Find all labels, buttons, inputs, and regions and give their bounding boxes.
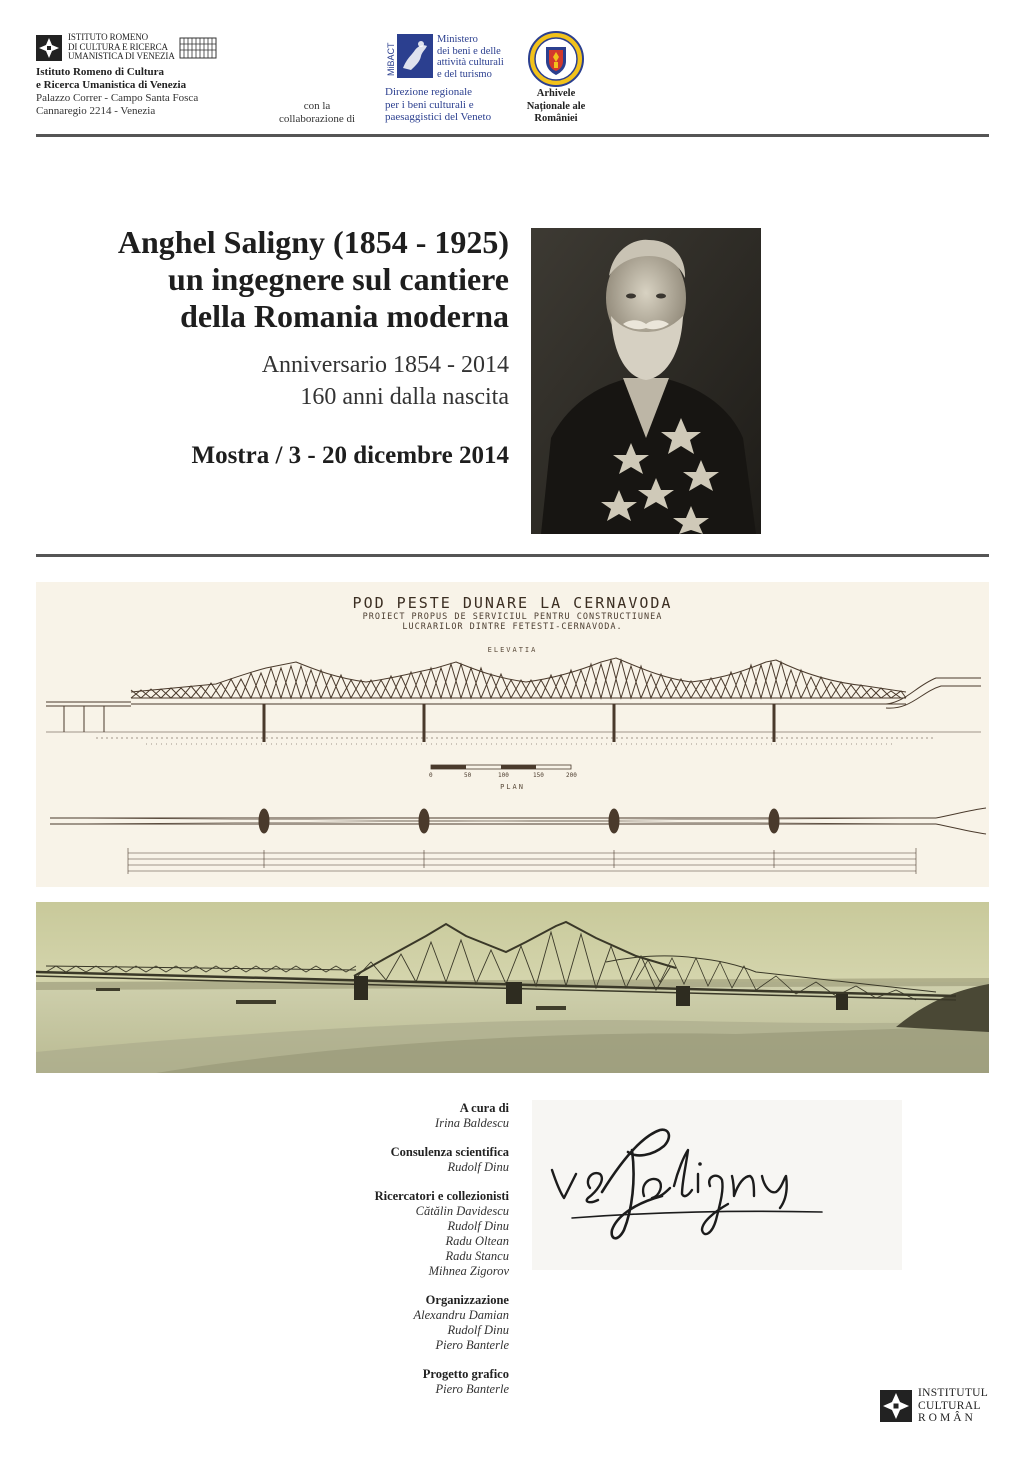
- irc-logo-line: ISTITUTO ROMENO: [68, 32, 149, 42]
- collab-line: con la: [303, 100, 331, 112]
- palace-facade-icon: [179, 35, 217, 59]
- cross-square-icon: [36, 35, 62, 61]
- credit-group-consulenza: [375, 1145, 509, 1175]
- title-block: [118, 224, 509, 471]
- irc-logo-text: [68, 33, 175, 62]
- collaboration-note: [262, 100, 372, 126]
- credit-group-organizzazione: [375, 1293, 509, 1353]
- credit-role: Organizzazione: [425, 1293, 509, 1307]
- credit-name: Radu Oltean: [445, 1234, 509, 1248]
- subtitle-line: Anniversario 1854 - 2014: [261, 352, 509, 378]
- ministry-line: dei beni e delle: [437, 45, 501, 57]
- institute-header: [36, 33, 236, 118]
- credit-name: Mihnea Zigorov: [428, 1264, 509, 1278]
- institute-name-line: Istituto Romeno di Cultura: [36, 65, 165, 78]
- drawing-artwork: [36, 582, 989, 887]
- cross-square-icon: [880, 1390, 912, 1422]
- address-line: Palazzo Correr - Campo Santa Fosca: [36, 91, 199, 104]
- page-title-line: un ingegnere sul cantiere: [167, 261, 509, 297]
- scale-label: 50: [464, 772, 472, 779]
- portrait-photo: [531, 228, 761, 534]
- scale-label: 100: [498, 772, 509, 779]
- icr-logo-text: [918, 1387, 988, 1425]
- section-divider: [36, 554, 989, 557]
- bridge-technical-drawing: [36, 582, 989, 887]
- mibact-logo: [385, 34, 433, 78]
- irc-logo-line: DI CULTURA E RICERCA: [68, 41, 168, 52]
- credit-group-grafica: [375, 1367, 509, 1397]
- arhive-line: României: [534, 113, 578, 124]
- institute-address: [36, 92, 236, 118]
- exhibition-dates: Mostra / 3 - 20 dicembre 2014: [191, 442, 509, 469]
- direzione-line: Direzione regionale: [385, 86, 473, 98]
- arhive-line: Arhivele: [536, 88, 576, 99]
- bridge-photo: [36, 902, 989, 1073]
- signature-image: [532, 1100, 902, 1270]
- institute-name-line: e Ricerca Umanistica di Venezia: [36, 78, 187, 91]
- drawing-title: POD PESTE DUNARE LA CERNAVODA: [352, 594, 673, 612]
- credit-role: Ricercatori e collezionisti: [374, 1189, 509, 1203]
- icr-line: INSTITUTUL: [918, 1387, 989, 1399]
- direzione-line: per i beni culturali e: [385, 98, 474, 111]
- scale-label: 150: [533, 772, 544, 779]
- credits: [375, 1101, 509, 1411]
- credit-name: Cătălin Davidescu: [415, 1204, 509, 1218]
- collab-line: collaborazione di: [278, 113, 356, 125]
- drawing-subtitle: LUCRARILOR DINTRE FETESTI-CERNAVODA.: [402, 622, 623, 632]
- drawing-subtitle: PROIECT PROPUS DE SERVICIUL PENTRU CONSTRUCTIUNEA: [362, 612, 663, 622]
- credit-role: Progetto grafico: [422, 1367, 509, 1381]
- credit-name: Piero Banterle: [435, 1338, 509, 1352]
- address-line: Cannaregio 2214 - Venezia: [36, 104, 156, 117]
- direzione-regionale: [385, 86, 491, 124]
- ministry-line: e del turismo: [437, 68, 492, 80]
- icr-logo: [880, 1384, 990, 1428]
- header-divider: [36, 134, 989, 137]
- scale-bar: [429, 765, 577, 779]
- icr-line: CULTURAL: [918, 1399, 981, 1412]
- credit-name: Rudolf Dinu: [447, 1323, 509, 1337]
- credit-group-curatore: [375, 1101, 509, 1131]
- credit-name: Piero Banterle: [435, 1382, 509, 1396]
- elevation-label: ELEVATIA: [487, 646, 538, 654]
- irc-logo-line: UMANISTICA DI VENEZIA: [68, 51, 175, 61]
- arhive-line: Naționale ale: [526, 100, 586, 112]
- credit-group-ricercatori: [375, 1189, 509, 1279]
- institute-name: [36, 66, 236, 92]
- credit-name: Alexandru Damian: [413, 1308, 509, 1322]
- arhive-nationale: [514, 88, 598, 126]
- page-title-line: Anghel Saligny (1854 - 1925): [117, 224, 509, 260]
- scale-label: 0: [429, 772, 433, 779]
- direzione-line: paesaggistici del Veneto: [385, 111, 492, 123]
- page-title-line: della Romania moderna: [180, 298, 509, 334]
- irc-logo: [36, 33, 236, 62]
- coat-of-arms-icon: [528, 31, 584, 87]
- icr-line: ROMÂN: [918, 1412, 976, 1424]
- scale-label: 200: [566, 772, 577, 779]
- subtitle-line: 160 anni dalla nascita: [300, 384, 509, 410]
- credit-name: Rudolf Dinu: [447, 1219, 509, 1233]
- plan-label: PLAN: [500, 783, 525, 791]
- credit-name: Radu Stancu: [445, 1249, 509, 1263]
- ministry-name: [437, 34, 504, 80]
- credit-role: Consulenza scientifica: [390, 1145, 509, 1159]
- credit-name: Rudolf Dinu: [447, 1160, 509, 1174]
- mibact-logo-text: MiBACT: [386, 42, 396, 76]
- credit-role: A cura di: [459, 1101, 509, 1115]
- ministry-line: attività culturali: [437, 57, 504, 68]
- ministry-line: Ministero: [437, 34, 478, 45]
- credit-name: Irina Baldescu: [435, 1116, 509, 1130]
